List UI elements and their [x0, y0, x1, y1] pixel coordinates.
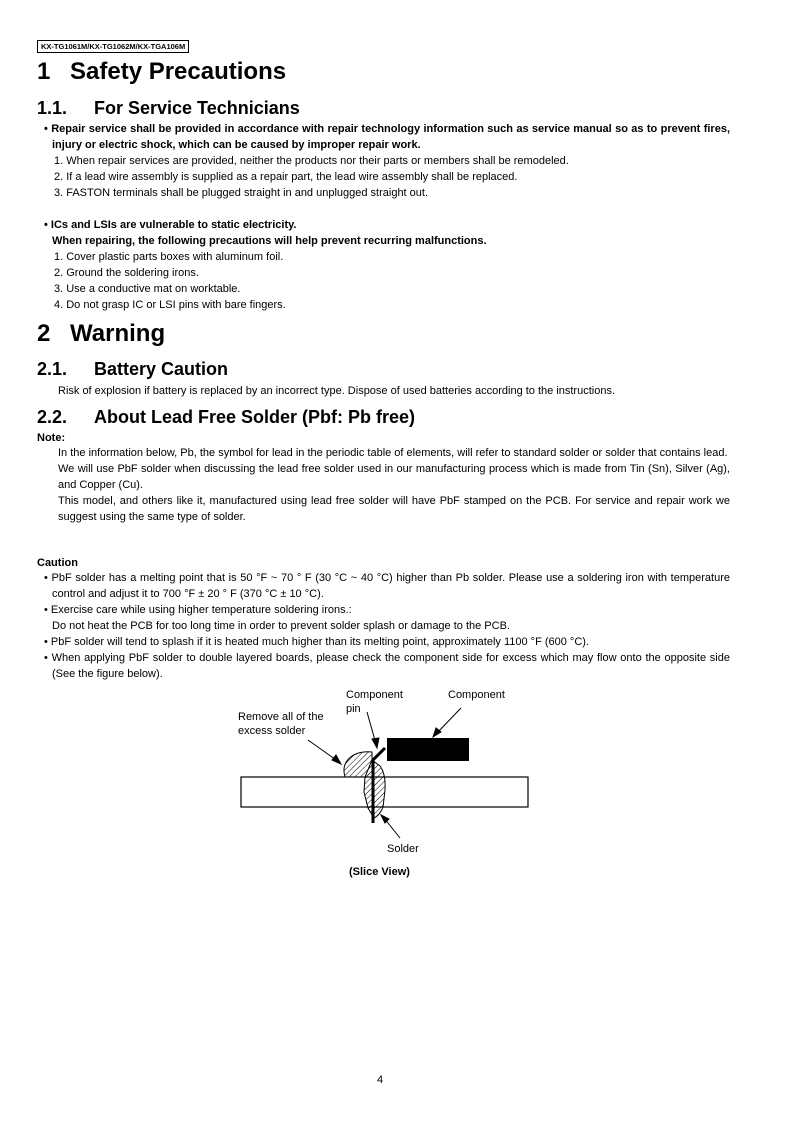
- model-header: KX-TG1061M/KX-TG1062M/KX-TGA106M: [37, 40, 189, 53]
- list-item: 1. When repair services are provided, neither the products nor their parts or members shall be remodeled.: [54, 155, 569, 167]
- component-body: [387, 738, 469, 761]
- label-solder: Solder: [387, 843, 419, 855]
- note-label: Note:: [37, 432, 66, 444]
- list-item: 2. Ground the soldering irons.: [54, 267, 199, 279]
- list-item: 1. Cover plastic parts boxes with aluminum foil.: [54, 251, 284, 263]
- section-number: 2.1.: [37, 359, 68, 379]
- caution-item: • When applying PbF solder to double layered boards, please check the component side for excess which may flow onto the opposite side (See the figure below).: [44, 652, 730, 680]
- section-number: 2.2.: [37, 407, 68, 427]
- note-paragraph: We will use PbF solder when discussing the lead free solder used in our manufacturing process which is made from Tin (Sn), Silver (Ag), and Copper (Cu).: [58, 463, 730, 491]
- list-item: 2. If a lead wire assembly is supplied as a repair part, the lead wire assembly shall be replaced.: [54, 171, 518, 183]
- label-line: excess solder: [238, 725, 306, 737]
- section-title: About Lead Free Solder (Pbf: Pb free): [94, 407, 416, 427]
- section-number: 1.1.: [37, 98, 68, 118]
- caution-item: • Exercise care while using higher temperature soldering irons.:: [44, 604, 352, 616]
- note-paragraph: This model, and others like it, manufactured using lead free solder will have PbF stamped on the PCB. For service and repair work we suggest using the same type of solder.: [58, 495, 730, 523]
- section-number: 1: [37, 58, 51, 85]
- bullet-repair-service: • Repair service shall be provided in accordance with repair technology information such as service manual so as to prevent fires, injury or electric shock, which can be caused by improper repair work.: [44, 123, 730, 151]
- bullet-static: • ICs and LSIs are vulnerable to static electricity.: [44, 219, 297, 231]
- label-line: Remove all of the: [238, 711, 324, 723]
- label-line: pin: [346, 703, 361, 715]
- page-number: 4: [376, 1074, 384, 1086]
- section-number: 2: [37, 320, 51, 347]
- label-line: Component: [346, 689, 403, 701]
- list-item: 4. Do not grasp IC or LSI pins with bare fingers.: [54, 299, 286, 311]
- note-paragraph: In the information below, Pb, the symbol for lead in the periodic table of elements, will refer to standard solder or solder that contains lead.: [58, 447, 728, 459]
- label-component-pin: [346, 688, 403, 716]
- label-remove-excess: [238, 710, 324, 738]
- arrow-component: [436, 708, 461, 734]
- section-title: Safety Precautions: [70, 58, 287, 85]
- section-title: Warning: [70, 320, 166, 347]
- static-precautions-intro: When repairing, the following precautions will help prevent recurring malfunctions.: [52, 235, 487, 247]
- list-item: 3. Use a conductive mat on worktable.: [54, 283, 241, 295]
- section-title: For Service Technicians: [94, 98, 300, 118]
- caution-item: • PbF solder has a melting point that is 50 °F ~ 70 ° F (30 °C ~ 40 °C) higher than Pb solder. Please use a soldering iron with temperature control and adjust it to 700 °F ± 20 ° F (370 °C ± 10 °C).: [44, 572, 730, 600]
- figure-caption: (Slice View): [349, 866, 410, 878]
- battery-caution-text: Risk of explosion if battery is replaced by an incorrect type. Dispose of used batteries according to the instructions.: [58, 385, 616, 397]
- list-item: 3. FASTON terminals shall be plugged straight in and unplugged straight out.: [54, 187, 429, 199]
- section-title: Battery Caution: [94, 359, 229, 379]
- label-component: Component: [448, 689, 505, 701]
- caution-item: • PbF solder will tend to splash if it is heated much higher than its melting point, approximately 1100 °F (600 °C).: [44, 636, 589, 648]
- caution-item-continuation: Do not heat the PCB for too long time in order to prevent solder splash or damage to the PCB.: [52, 620, 510, 632]
- caution-label: Caution: [37, 557, 78, 569]
